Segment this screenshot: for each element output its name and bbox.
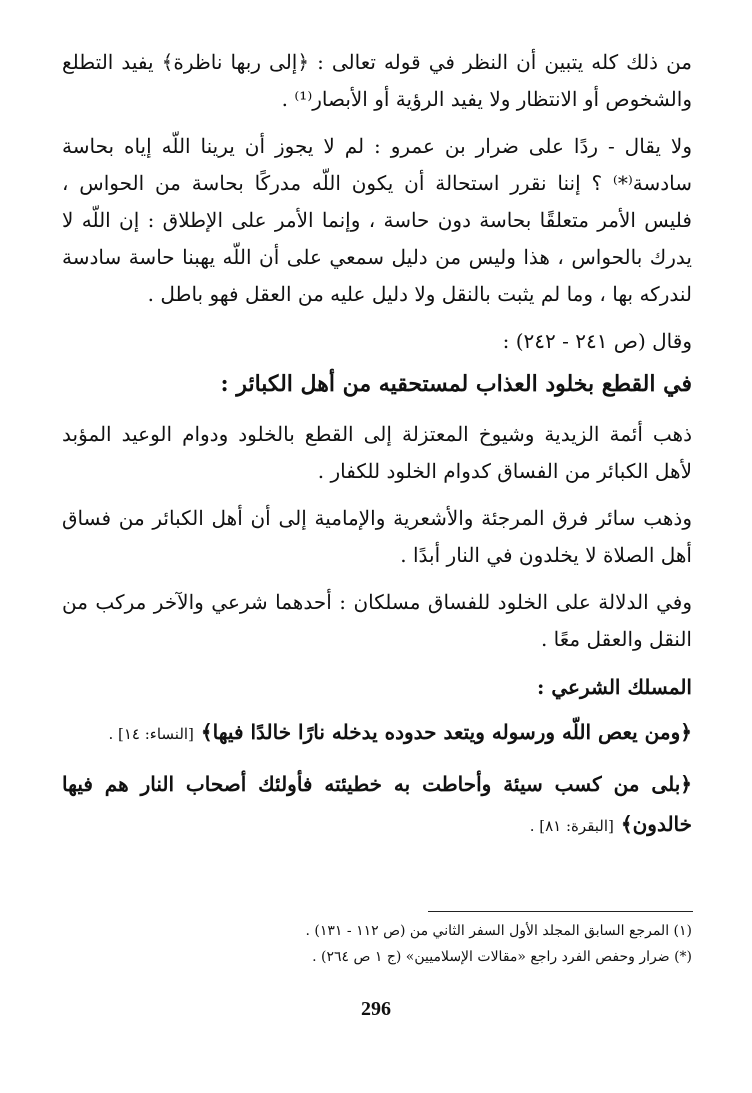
verse-baqara-ref: [البقرة: ٨١] . <box>529 817 614 835</box>
footnote-divider <box>428 911 693 912</box>
verse-nisa-ref: [النساء: ١٤] . <box>108 725 194 743</box>
footnotes <box>62 917 692 971</box>
footnote-2: (*) ضرار وحفص الفرد راجع «مقالات الإسلاميين» (ج ١ ص ٢٦٤) . <box>312 949 692 965</box>
page-body <box>62 44 692 856</box>
paragraph-zaydiyya: ذهب أئمة الزيدية وشيوخ المعتزلة إلى القطع بالخلود ودوام الوعيد المؤبد لأهل الكبائر من الفساق كدوام الخلود للكفار . <box>62 422 692 483</box>
verse-baqara-text: ﴿بلى من كسب سيئة وأحاطت به خطيئته فأولئك أصحاب النار هم فيها خالدون﴾ <box>62 772 692 836</box>
subheading-shari: المسلك الشرعي : <box>537 675 692 699</box>
verse-nisa <box>62 712 692 754</box>
paragraph-dirar: ولا يقال - ردًا على ضرار بن عمرو : لم لا يجوز أن يرينا اللّه إياه بحاسة سادسة⁽*⁾ ؟ إننا نقرر استحالة أن يكون اللّه مدركًا بحاسة من الحواس ، فليس الأمر متعلقًا بحاسة دون حاسة ، وإنما الأمر على الإطلاق : إن اللّه لا يدرك بالحواس ، هذا وليس من دليل سمعي على أن اللّه يهبنا حاسة سادسة لندركه بها ، وما لم يثبت بالنقل ولا دليل عليه من العقل فهو باطل . <box>62 134 692 306</box>
footnote-1: (١) المرجع السابق المجلد الأول السفر الثاني من (ص ١١٢ - ١٣١) . <box>305 923 692 939</box>
paragraph-qala: وقال (ص ٢٤١ - ٢٤٢) : <box>502 329 692 353</box>
verse-nisa-text: ﴿ومن يعص اللّه ورسوله ويتعد حدوده يدخله نارًا خالدًا فيها﴾ <box>200 720 692 744</box>
paragraph-murjia: وذهب سائر فرق المرجئة والأشعرية والإمامية إلى أن أهل الكبائر من فساق أهل الصلاة لا يخلدون في النار أبدًا . <box>62 506 692 567</box>
paragraph-nazar: من ذلك كله يتبين أن النظر في قوله تعالى : ﴿إلى ربها ناظرة﴾ يفيد التطلع والشخوص أو الانتظار ولا يفيد الرؤية أو الأبصار⁽¹⁾ . <box>62 50 692 111</box>
verse-baqara <box>62 764 692 846</box>
page-number: 296 <box>361 998 391 1020</box>
section-heading: في القطع بخلود العذاب لمستحقيه من أهل الكبائر : <box>220 371 692 397</box>
paragraph-dalala: وفي الدلالة على الخلود للفساق مسلكان : أحدهما شرعي والآخر مركب من النقل والعقل معًا . <box>62 590 692 651</box>
